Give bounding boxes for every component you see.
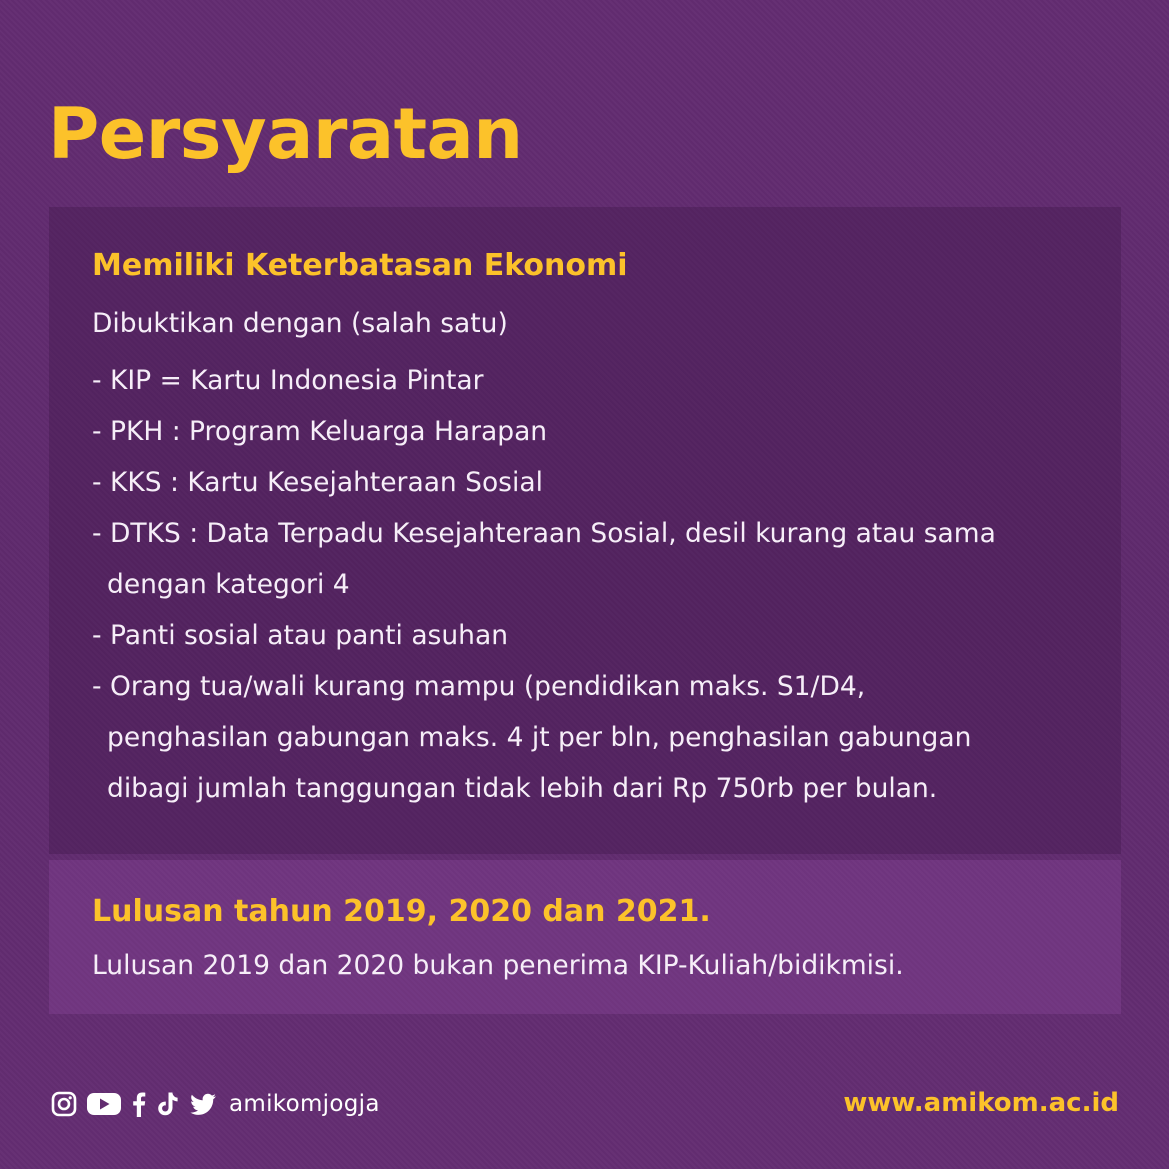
- youtube-icon[interactable]: [86, 1091, 122, 1117]
- list-item: [92, 406, 996, 457]
- instagram-icon[interactable]: [51, 1091, 77, 1117]
- tiktok-icon[interactable]: [156, 1091, 180, 1117]
- graduation-year-note: Lulusan 2019 dan 2020 bukan penerima KIP-Kuliah/bidikmisi.: [92, 950, 904, 981]
- economic-requirement-card: [49, 207, 1121, 854]
- list-item: [92, 508, 996, 610]
- list-item: [92, 457, 996, 508]
- social-handle[interactable]: amikomjogja: [229, 1091, 380, 1117]
- list-item: [92, 661, 996, 814]
- list-item-text: - Panti sosial atau panti asuhan: [92, 620, 508, 651]
- social-links: [51, 1090, 380, 1118]
- page-title: Persyaratan: [48, 93, 523, 175]
- list-item-text: - KKS : Kartu Kesejahteraan Sosial: [92, 467, 543, 498]
- economic-requirement-heading: Memiliki Keterbatasan Ekonomi: [92, 248, 628, 283]
- graduation-year-card: [49, 860, 1121, 1014]
- twitter-icon[interactable]: [189, 1091, 217, 1117]
- list-item-text: - DTKS : Data Terpadu Kesejahteraan Sosial, desil kurang atau sama: [92, 518, 996, 549]
- proof-list: [92, 355, 996, 814]
- list-item: [92, 610, 996, 661]
- graduation-year-heading: Lulusan tahun 2019, 2020 dan 2021.: [92, 894, 711, 929]
- website-link[interactable]: www.amikom.ac.id: [843, 1088, 1119, 1118]
- list-item-continuation: penghasilan gabungan maks. 4 jt per bln, penghasilan gabungan: [107, 722, 972, 753]
- list-item-continuation: dengan kategori 4: [107, 569, 350, 600]
- list-item-continuation: dibagi jumlah tanggungan tidak lebih dari Rp 750rb per bulan.: [107, 773, 938, 804]
- proof-intro: Dibuktikan dengan (salah satu): [92, 308, 508, 339]
- facebook-icon[interactable]: [131, 1091, 147, 1117]
- list-item-text: - PKH : Program Keluarga Harapan: [92, 416, 548, 447]
- list-item: [92, 355, 996, 406]
- list-item-text: - KIP = Kartu Indonesia Pintar: [92, 365, 484, 396]
- list-item-text: - Orang tua/wali kurang mampu (pendidikan maks. S1/D4,: [92, 671, 866, 702]
